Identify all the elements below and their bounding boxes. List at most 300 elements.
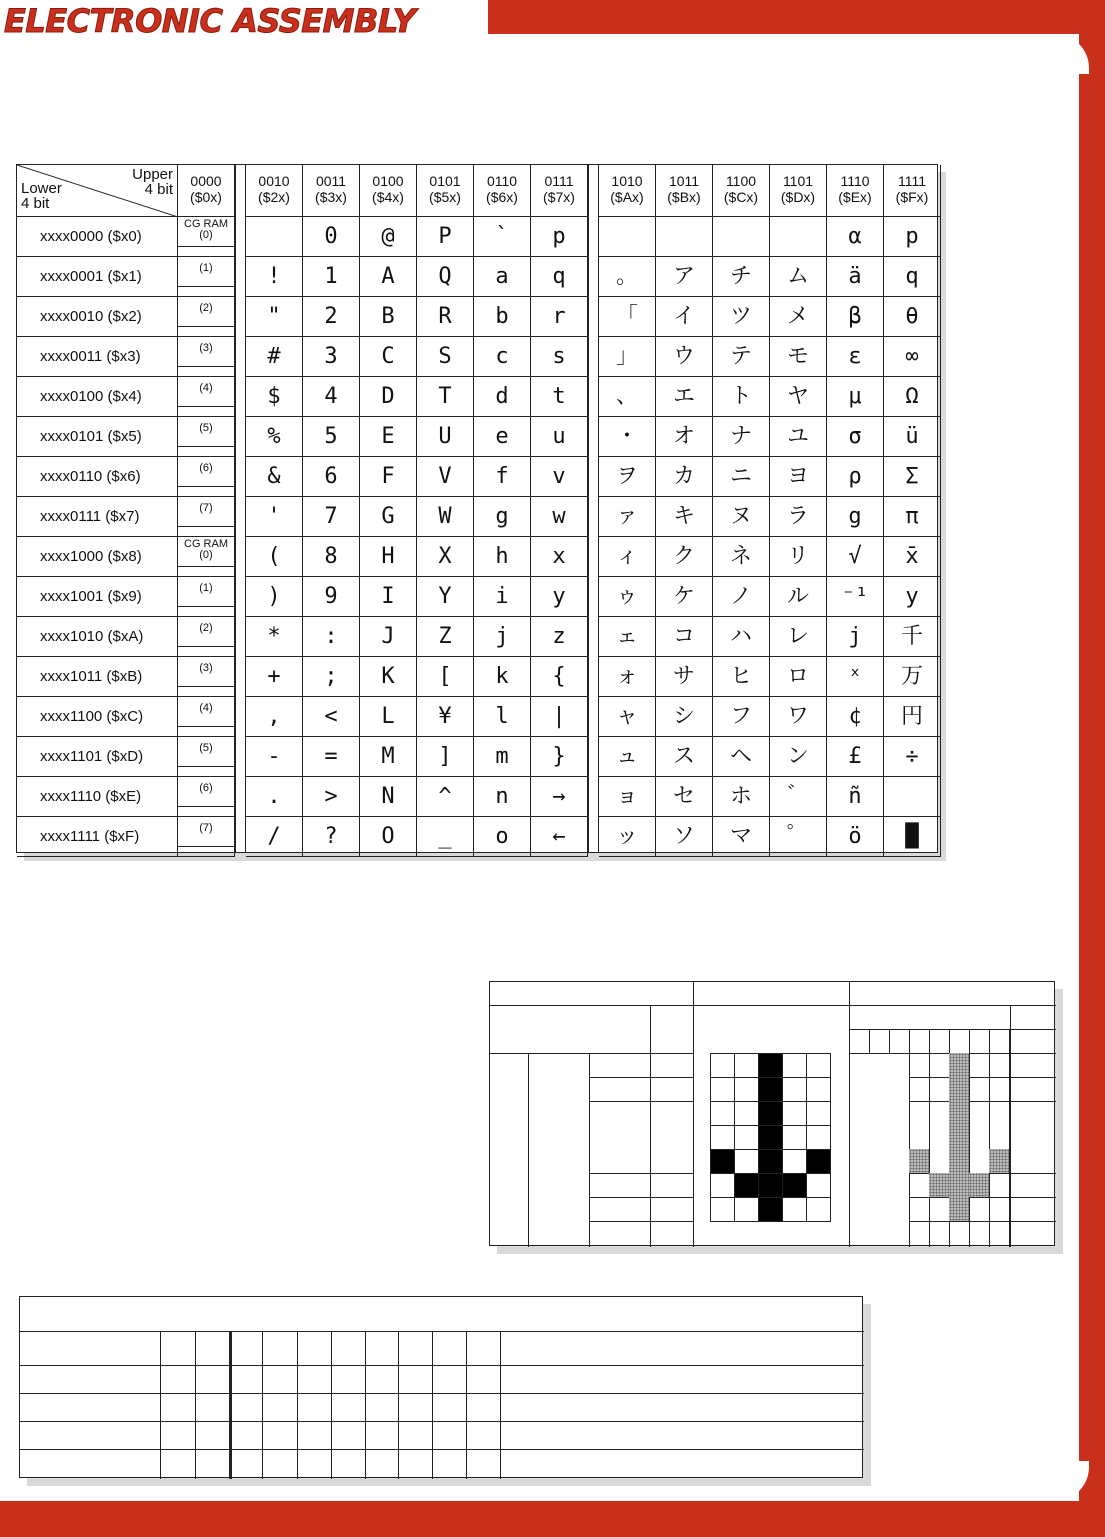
char-cell: サ <box>656 657 713 697</box>
char-cell: ロ <box>770 657 827 697</box>
glyph-pixel <box>758 1197 783 1222</box>
char-cell: % <box>246 417 303 457</box>
char-cell: ネ <box>713 537 770 577</box>
column-header <box>827 165 884 217</box>
grid-line <box>909 1221 1056 1222</box>
char-cell: σ <box>827 417 884 457</box>
char-cell <box>599 217 656 257</box>
char-cell: - <box>246 737 303 777</box>
cgram-cell <box>178 777 235 817</box>
char-cell: S <box>417 337 474 377</box>
row-label: xxxx1101 ($xD) <box>17 737 178 777</box>
glyph-pixel <box>734 1149 759 1174</box>
column-hex: ($3x) <box>315 189 347 205</box>
char-cell: ¢ <box>827 697 884 737</box>
cgram-subcell <box>178 486 234 496</box>
grid-line <box>331 1331 332 1479</box>
row-label: xxxx0011 ($x3) <box>17 337 178 377</box>
cgram-subcell <box>178 606 234 616</box>
grid-line <box>229 1331 232 1479</box>
glyph-pixel <box>734 1173 759 1198</box>
cgram-cell <box>178 217 235 257</box>
cgram-cell <box>178 337 235 377</box>
cgram-subcell <box>178 726 234 736</box>
grid-line <box>466 1331 467 1479</box>
glyph-pixel <box>710 1173 735 1198</box>
cgram-label: (1) <box>199 582 213 594</box>
char-cell: J <box>360 617 417 657</box>
row-label: xxxx1111 ($xF) <box>17 817 178 857</box>
char-cell: ∞ <box>884 337 941 377</box>
column-bits: 0010 <box>258 173 290 189</box>
char-cell: ; <box>303 657 360 697</box>
cgram-cell <box>178 497 235 537</box>
char-cell: Q <box>417 257 474 297</box>
char-cell: ワ <box>770 697 827 737</box>
char-cell: ッ <box>599 817 656 857</box>
char-cell: X <box>417 537 474 577</box>
grid-line <box>1010 1005 1011 1247</box>
glyph-pixel <box>782 1149 807 1174</box>
char-cell: ェ <box>599 617 656 657</box>
char-cell: ü <box>884 417 941 457</box>
column-hex: ($Ax) <box>610 189 644 205</box>
char-cell: y <box>531 577 588 617</box>
cgram-label: CG RAM (0) <box>184 538 228 561</box>
char-cell: ノ <box>713 577 770 617</box>
cgram-cell <box>178 377 235 417</box>
char-cell: { <box>531 657 588 697</box>
char-cell: 。 <box>599 257 656 297</box>
cgram-label: (6) <box>199 462 213 474</box>
column-bits: 0111 <box>544 173 574 189</box>
row-label: xxxx0101 ($x5) <box>17 417 178 457</box>
grid-line <box>929 1029 930 1247</box>
char-cell: G <box>360 497 417 537</box>
char-cell: x̄ <box>884 537 941 577</box>
char-cell: i <box>474 577 531 617</box>
char-cell: モ <box>770 337 827 377</box>
glyph-pixel <box>806 1197 831 1222</box>
char-cell: ゥ <box>599 577 656 617</box>
glyph-pixel <box>782 1197 807 1222</box>
char-cell: 4 <box>303 377 360 417</box>
row-label: xxxx1100 ($xC) <box>17 697 178 737</box>
grid-line <box>589 1077 693 1078</box>
column-header <box>713 165 770 217</box>
cgram-label: (2) <box>199 622 213 634</box>
char-cell: ル <box>770 577 827 617</box>
char-cell: j <box>827 617 884 657</box>
column-header <box>360 165 417 217</box>
cgram-label: (2) <box>199 302 213 314</box>
glyph-pixel <box>758 1101 783 1126</box>
character-table <box>16 164 938 853</box>
char-cell: h <box>474 537 531 577</box>
grid-line <box>869 1029 870 1053</box>
column-bits: 0101 <box>429 173 461 189</box>
glyph-pixel-shaded <box>949 1197 969 1221</box>
char-cell: 万 <box>884 657 941 697</box>
char-cell: ク <box>656 537 713 577</box>
char-cell: コ <box>656 617 713 657</box>
char-cell: ハ <box>713 617 770 657</box>
table-corner <box>17 165 178 217</box>
cgram-cell <box>178 577 235 617</box>
char-cell: 」 <box>599 337 656 377</box>
grid-line <box>398 1331 399 1479</box>
cgram-label: (7) <box>199 822 213 834</box>
grid-line <box>160 1331 161 1479</box>
grid-line <box>20 1331 864 1332</box>
char-cell: ⁻¹ <box>827 577 884 617</box>
row-label: xxxx0001 ($x1) <box>17 257 178 297</box>
char-cell: ÷ <box>884 737 941 777</box>
cgram-label: (3) <box>199 342 213 354</box>
glyph-pixel <box>710 1197 735 1222</box>
char-cell: ナ <box>713 417 770 457</box>
char-cell: シ <box>656 697 713 737</box>
row-label: xxxx0111 ($x7) <box>17 497 178 537</box>
glyph-pixel <box>806 1077 831 1102</box>
char-cell: ヘ <box>713 737 770 777</box>
grid-line <box>432 1331 433 1479</box>
column-bits: 1011 <box>668 173 700 189</box>
column-hex: ($6x) <box>486 189 518 205</box>
glyph-pixel <box>782 1077 807 1102</box>
char-cell: " <box>246 297 303 337</box>
cgram-subcell <box>178 526 234 536</box>
char-cell: p <box>884 217 941 257</box>
column-header <box>599 165 656 217</box>
column-hex: ($Bx) <box>667 189 701 205</box>
char-cell: 円 <box>884 697 941 737</box>
char-cell: p <box>531 217 588 257</box>
char-cell: チ <box>713 257 770 297</box>
char-cell: C <box>360 337 417 377</box>
char-cell: B <box>360 297 417 337</box>
char-cell: √ <box>827 537 884 577</box>
char-cell <box>770 217 827 257</box>
column-bits: 1110 <box>840 173 870 189</box>
cgram-cell <box>178 537 235 577</box>
column-hex: ($Fx) <box>895 189 929 205</box>
char-cell: α <box>827 217 884 257</box>
column-hex: ($7x) <box>543 189 575 205</box>
glyph-pixel <box>710 1077 735 1102</box>
brand-logo: ELECTRONIC ASSEMBLY <box>4 2 416 40</box>
char-cell: f <box>474 457 531 497</box>
char-cell: ム <box>770 257 827 297</box>
char-cell: ヨ <box>770 457 827 497</box>
column-bits: 1111 <box>897 173 927 189</box>
char-cell: セ <box>656 777 713 817</box>
char-cell: n <box>474 777 531 817</box>
char-cell: ヌ <box>713 497 770 537</box>
char-cell: g <box>474 497 531 537</box>
column-header <box>246 165 303 217</box>
char-cell: ン <box>770 737 827 777</box>
char-cell: | <box>531 697 588 737</box>
column-header <box>656 165 713 217</box>
char-cell: * <box>246 617 303 657</box>
char-cell: M <box>360 737 417 777</box>
char-cell: ^ <box>417 777 474 817</box>
glyph-pixel-shaded <box>969 1173 989 1197</box>
cgram-subcell <box>178 766 234 776</box>
column-bits: 0110 <box>486 173 518 189</box>
cgram-label: (6) <box>199 782 213 794</box>
cgram-label: (7) <box>199 502 213 514</box>
cgram-label: (3) <box>199 662 213 674</box>
char-cell: N <box>360 777 417 817</box>
header-band <box>488 0 1105 34</box>
char-cell: o <box>474 817 531 857</box>
grid-line <box>589 1101 693 1102</box>
cgram-subcell <box>178 246 234 256</box>
glyph-pixel <box>710 1101 735 1126</box>
char-cell: 0 <box>303 217 360 257</box>
char-cell: + <box>246 657 303 697</box>
grid-line <box>909 1197 1056 1198</box>
glyph-pixel <box>758 1077 783 1102</box>
grid-line <box>989 1029 990 1247</box>
glyph-pixel-shaded <box>949 1053 969 1077</box>
glyph-pixel <box>782 1125 807 1150</box>
char-cell: π <box>884 497 941 537</box>
char-cell: 2 <box>303 297 360 337</box>
char-cell: q <box>531 257 588 297</box>
glyph-pixel-shaded <box>909 1149 929 1173</box>
column-header <box>770 165 827 217</box>
char-cell: I <box>360 577 417 617</box>
row-label: xxxx1010 ($xA) <box>17 617 178 657</box>
column-separator <box>588 165 599 852</box>
char-cell: b <box>474 297 531 337</box>
glyph-pixel <box>782 1053 807 1078</box>
char-cell: t <box>531 377 588 417</box>
column-bits: 1100 <box>725 173 757 189</box>
grid-line <box>693 982 694 1247</box>
column-hex: ($2x) <box>258 189 290 205</box>
grid-line <box>849 982 850 1247</box>
char-cell: ] <box>417 737 474 777</box>
column-bits: 0100 <box>372 173 404 189</box>
char-cell: リ <box>770 537 827 577</box>
char-cell: , <box>246 697 303 737</box>
char-cell: 「 <box>599 297 656 337</box>
char-cell: d <box>474 377 531 417</box>
footer-band <box>0 1501 1105 1537</box>
grid-line <box>849 1029 1056 1030</box>
char-cell: E <box>360 417 417 457</box>
cgram-cell <box>178 617 235 657</box>
char-cell: ユ <box>770 417 827 457</box>
glyph-pixel <box>806 1173 831 1198</box>
char-cell: £ <box>827 737 884 777</box>
char-cell: } <box>531 737 588 777</box>
char-cell: R <box>417 297 474 337</box>
char-cell: ケ <box>656 577 713 617</box>
char-cell: ε <box>827 337 884 377</box>
glyph-pixel <box>710 1125 735 1150</box>
char-cell: ・ <box>599 417 656 457</box>
cgram-subcell <box>178 366 234 376</box>
row-label: xxxx1001 ($x9) <box>17 577 178 617</box>
char-cell: ト <box>713 377 770 417</box>
char-cell: v <box>531 457 588 497</box>
grid-line <box>909 1077 1056 1078</box>
glyph-pixel <box>758 1149 783 1174</box>
char-cell: カ <box>656 457 713 497</box>
char-cell: ? <box>303 817 360 857</box>
char-cell: ← <box>531 817 588 857</box>
cgram-cell <box>178 817 235 857</box>
cgram-subcell <box>178 646 234 656</box>
glyph-pixel-shaded <box>989 1149 1009 1173</box>
char-cell: K <box>360 657 417 697</box>
char-cell: → <box>531 777 588 817</box>
glyph-pixel <box>710 1053 735 1078</box>
char-cell: T <box>417 377 474 417</box>
char-cell: レ <box>770 617 827 657</box>
cgram-label: (5) <box>199 742 213 754</box>
cgram-label: (5) <box>199 422 213 434</box>
char-cell: █ <box>884 817 941 857</box>
char-cell: ˣ <box>827 657 884 697</box>
char-cell: _ <box>417 817 474 857</box>
grid-line <box>528 1053 529 1247</box>
column-bits: 1101 <box>782 173 814 189</box>
column-separator <box>235 165 246 852</box>
cgram-subcell <box>178 286 234 296</box>
glyph-grid <box>710 1053 831 1222</box>
cgram-subcell <box>178 566 234 576</box>
char-cell: : <box>303 617 360 657</box>
char-cell: j <box>474 617 531 657</box>
cgram-label: (4) <box>199 382 213 394</box>
char-cell: ュ <box>599 737 656 777</box>
grid-line <box>297 1331 298 1479</box>
char-cell: 9 <box>303 577 360 617</box>
char-cell: z <box>531 617 588 657</box>
row-label: xxxx0100 ($x4) <box>17 377 178 417</box>
row-label: xxxx1000 ($x8) <box>17 537 178 577</box>
char-cell: u <box>531 417 588 457</box>
row-label: xxxx0000 ($x0) <box>17 217 178 257</box>
char-cell: q <box>884 257 941 297</box>
char-cell: ) <box>246 577 303 617</box>
grid-line <box>589 1197 693 1198</box>
row-label: xxxx1011 ($xB) <box>17 657 178 697</box>
char-cell: s <box>531 337 588 377</box>
glyph-pixel <box>782 1173 807 1198</box>
font-diagram <box>489 981 1055 1246</box>
char-cell: 7 <box>303 497 360 537</box>
char-cell: O <box>360 817 417 857</box>
cgram-cell <box>178 417 235 457</box>
char-cell: ヤ <box>770 377 827 417</box>
cgram-subcell <box>178 686 234 696</box>
grid-line <box>1009 1029 1010 1247</box>
glyph-pixel-shaded <box>949 1125 969 1149</box>
column-header <box>303 165 360 217</box>
glyph-pixel <box>758 1125 783 1150</box>
char-cell: ( <box>246 537 303 577</box>
char-cell: Σ <box>884 457 941 497</box>
cgram-subcell <box>178 406 234 416</box>
char-cell: W <box>417 497 474 537</box>
char-cell: イ <box>656 297 713 337</box>
char-cell: 3 <box>303 337 360 377</box>
right-band <box>1079 0 1105 1537</box>
char-cell: L <box>360 697 417 737</box>
cgram-subcell <box>178 846 234 856</box>
glyph-pixel <box>734 1101 759 1126</box>
grid-line <box>490 1005 1056 1006</box>
char-cell: ゛ <box>770 777 827 817</box>
char-cell: a <box>474 257 531 297</box>
char-cell: マ <box>713 817 770 857</box>
char-cell: x <box>531 537 588 577</box>
char-cell: D <box>360 377 417 417</box>
grid-line <box>589 1173 693 1174</box>
column-header <box>531 165 588 217</box>
cgram-cell <box>178 297 235 337</box>
char-cell: @ <box>360 217 417 257</box>
grid-line <box>20 1449 864 1450</box>
char-cell: ョ <box>599 777 656 817</box>
char-cell: ` <box>474 217 531 257</box>
char-cell: & <box>246 457 303 497</box>
char-cell: $ <box>246 377 303 417</box>
column-hex: ($Dx) <box>780 189 816 205</box>
column-bits: 1010 <box>611 173 643 189</box>
glyph-pixel-shaded <box>949 1077 969 1101</box>
grid-line <box>889 1029 890 1053</box>
char-cell: ¥ <box>417 697 474 737</box>
char-cell: オ <box>656 417 713 457</box>
glyph-pixel <box>734 1197 759 1222</box>
char-cell: 千 <box>884 617 941 657</box>
column-hex: ($Ex) <box>838 189 872 205</box>
char-cell: Y <box>417 577 474 617</box>
glyph-pixel-shaded <box>949 1101 969 1125</box>
char-cell: μ <box>827 377 884 417</box>
glyph-pixel <box>734 1125 759 1150</box>
char-cell: y <box>884 577 941 617</box>
char-cell: ! <box>246 257 303 297</box>
char-cell: # <box>246 337 303 377</box>
glyph-pixel <box>734 1077 759 1102</box>
char-cell: ñ <box>827 777 884 817</box>
char-cell: 、 <box>599 377 656 417</box>
char-cell: r <box>531 297 588 337</box>
cgram-cell <box>178 737 235 777</box>
glyph-pixel-shaded <box>929 1173 949 1197</box>
column-bits: 0011 <box>315 173 347 189</box>
column-header <box>178 165 235 217</box>
char-cell <box>884 777 941 817</box>
char-cell: β <box>827 297 884 337</box>
char-cell: ウ <box>656 337 713 377</box>
glyph-pixel <box>806 1125 831 1150</box>
glyph-pixel <box>806 1149 831 1174</box>
column-hex: ($5x) <box>429 189 461 205</box>
glyph-pixel <box>806 1053 831 1078</box>
grid-line <box>500 1331 501 1479</box>
char-cell: ゜ <box>770 817 827 857</box>
